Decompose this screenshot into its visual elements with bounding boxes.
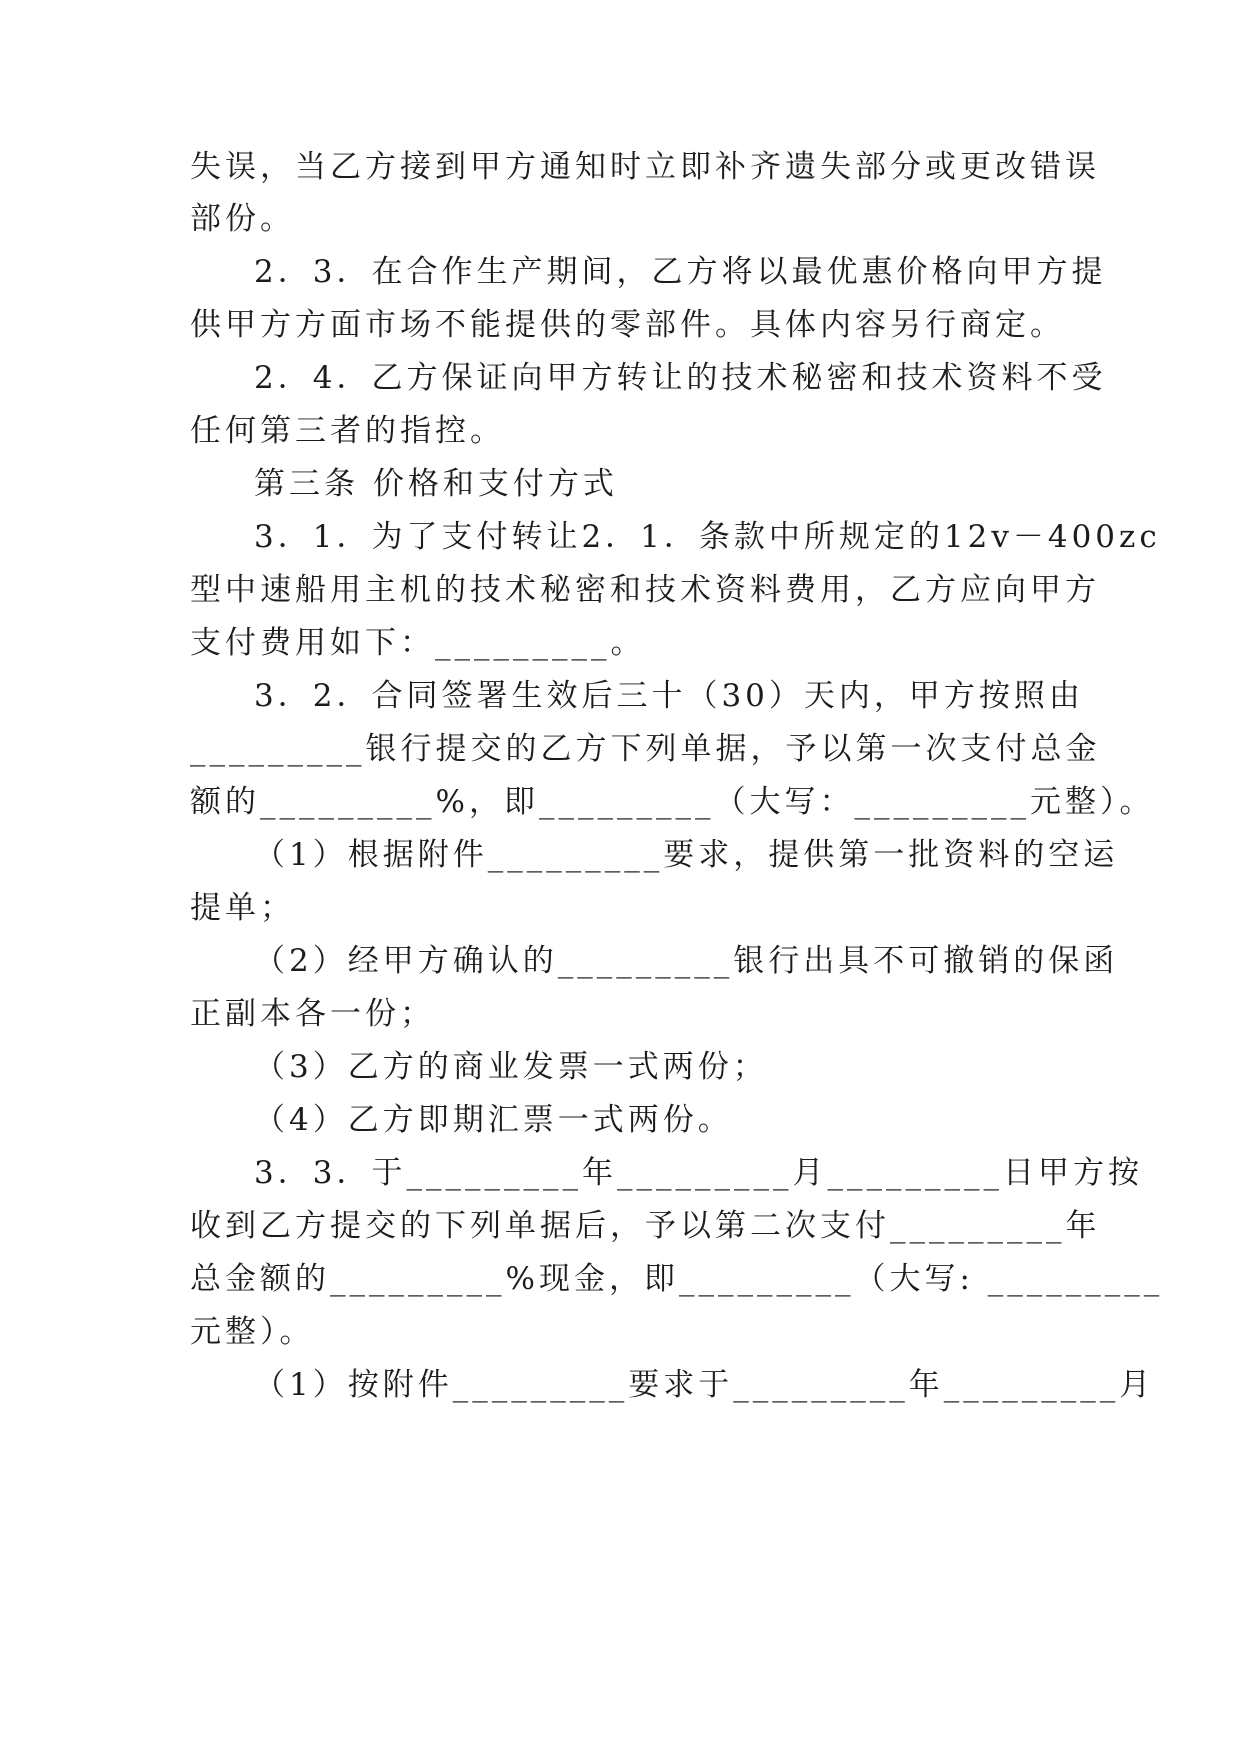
text-line: （4）乙方即期汇票一式两份。 [254, 1102, 733, 1138]
text-line: 支付费用如下：_________。 [190, 625, 646, 661]
text-line: 元整）。 [190, 1314, 315, 1350]
text-line: 2．3．在合作生产期间，乙方将以最优惠价格向甲方提 [254, 254, 1107, 290]
text-line: 供甲方方面市场不能提供的零部件。具体内容另行商定。 [190, 307, 1065, 343]
text-line: 2．4．乙方保证向甲方转让的技术秘密和技术资料不受 [254, 360, 1107, 396]
section-heading: 第三条 价格和支付方式 [254, 466, 618, 502]
text-line: 3．2．合同签署生效后三十（30）天内，甲方按照由 [254, 678, 1084, 714]
text-line: （1）按附件_________要求于_________年_________月 [254, 1367, 1155, 1403]
text-line: （2）经甲方确认的_________银行出具不可撤销的保函 [254, 943, 1119, 979]
text-line: 收到乙方提交的下列单据后，予以第二次支付_________年 [190, 1208, 1101, 1244]
text-line: 型中速船用主机的技术秘密和技术资料费用，乙方应向甲方 [190, 572, 1100, 608]
text-line: （1）根据附件_________要求，提供第一批资料的空运 [254, 837, 1119, 873]
text-line: 部份。 [190, 201, 295, 237]
text-line: 3．1．为了支付转让2．1．条款中所规定的12v－400zc [254, 519, 1161, 555]
text-line: 任何第三者的指控。 [190, 413, 505, 449]
text-line: _________银行提交的乙方下列单据，予以第一次支付总金 [190, 731, 1101, 767]
text-line: 正副本各一份； [190, 996, 435, 1032]
text-line: 总金额的_________%现金，即_________（大写: _________ [190, 1261, 1164, 1297]
text-line: 3．3．于_________年_________月_________日甲方按 [254, 1155, 1143, 1191]
text-line: 额的_________%，即_________（大写：_________元整）。 [190, 784, 1155, 820]
text-line: （3）乙方的商业发票一式两份； [254, 1049, 768, 1085]
text-line: 失误，当乙方接到甲方通知时立即补齐遗失部分或更改错误 [190, 149, 1100, 185]
text-line: 提单； [190, 890, 295, 926]
